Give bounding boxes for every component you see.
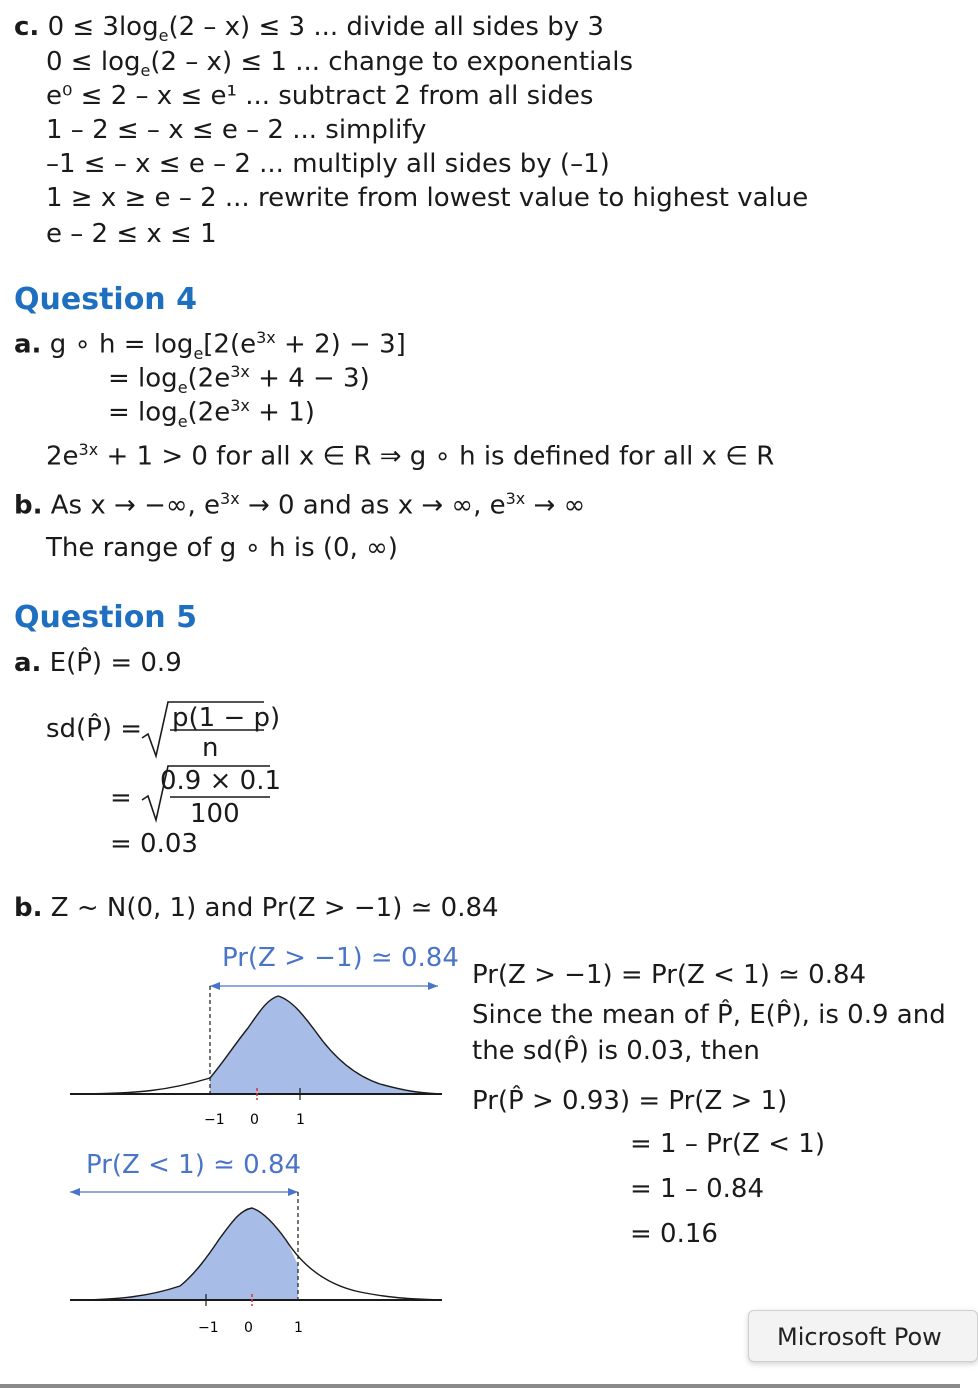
note: ... divide all sides by 3 [305,12,604,42]
sup: 3x [220,489,240,508]
math: (2e [187,397,231,428]
sub: e [140,61,151,81]
part-c-label: c. [14,12,40,42]
sub: e [177,377,188,397]
q5-b-label: b. [14,893,43,923]
question-4-heading: Question 4 [14,282,197,317]
numerator-2: 0.9 × 0.1 [160,766,282,796]
tick-label: −1 [198,1320,219,1336]
sup: 3x [230,362,250,381]
part-c-line-6 [46,185,808,211]
math: → 0 and as x → ∞, e [239,490,506,521]
tick-label: −1 [204,1112,225,1128]
right-line-7: = 0.16 [630,1219,718,1249]
note: ... rewrite from lowest value to highest value [216,183,809,213]
q4-a-line-2 [108,364,370,396]
q4-b-line [14,491,585,519]
tooltip: Microsoft Pow [748,1310,978,1362]
part-c-line-2 [46,49,633,79]
math: → ∞ [525,490,586,521]
arrow-head-left [70,1188,80,1196]
q4-a-line-3 [108,398,315,430]
graph2-label: Pr(Z < 1) ≃ 0.84 [86,1150,302,1180]
sup: 3x [256,328,276,347]
shaded-area [210,996,438,1094]
sup: 3x [505,489,526,508]
right-line-2: Since the mean of P̂, E(P̂), is 0.9 and [472,1000,946,1030]
tick-label: 0 [250,1112,259,1128]
sub: e [193,343,204,363]
math: 2e [46,441,79,472]
math: e⁰ ≤ 2 – x ≤ e¹ [46,81,237,111]
right-line-1: Pr(Z > −1) = Pr(Z < 1) ≃ 0.84 [472,960,867,990]
part-c-line-5 [46,151,610,177]
note: ... multiply all sides by (–1) [250,149,610,179]
math: (2e [187,363,231,394]
sd-numerator: p(1 − p) [172,703,281,733]
sd-result: = 0.03 [110,829,198,859]
math: + 2) − 3] [275,329,406,360]
q5-a-line [14,650,182,676]
graph1-label: Pr(Z > −1) ≃ 0.84 [222,943,459,973]
q5-b-line [14,895,499,921]
q4-a-line-1 [14,330,406,362]
sub: e [177,411,188,431]
tick-label: 1 [296,1112,305,1128]
sd-lhs: sd(P̂) = [46,714,143,744]
q4-defined-line [46,442,774,470]
math: + 4 − 3) [249,363,370,394]
q5-a-label: a. [14,648,42,678]
tick-label: 0 [244,1320,253,1336]
arrow-head-right [428,982,438,990]
arrow-head-right [288,1188,298,1196]
math: + 1) [249,397,315,428]
math: 1 ≥ x ≥ e – 2 [46,183,217,213]
math: –1 ≤ – x ≤ e – 2 [46,149,251,179]
right-line-5: = 1 – Pr(Z < 1) [630,1129,825,1159]
part-c-line-1 [14,14,604,44]
arrow-head-left [210,982,220,990]
note: ... subtract 2 from all sides [236,81,594,111]
math: (2 – x) ≤ 1 [150,47,287,77]
q4-b-label: b. [14,490,43,521]
note: ... change to exponentials [286,47,634,77]
question-5-heading: Question 5 [14,600,197,635]
normal-curve-1 [60,970,450,1128]
sup: 3x [78,440,99,459]
note: ... simplify [283,115,427,145]
part-c-line-3 [46,83,593,109]
math: [2(e [203,329,257,360]
math: Z ~ N(0, 1) and Pr(Z > −1) ≃ 0.84 [42,893,499,923]
math: = log [108,363,178,394]
math: E(P̂) = 0.9 [41,648,182,678]
denominator-2: 100 [190,799,240,829]
shaded-area [70,1208,298,1300]
q4-a-label: a. [14,329,42,360]
q4-range-line: The range of g ∘ h is (0, ∞) [46,533,398,563]
sub: e [158,26,169,46]
equals-sign: = [110,783,132,813]
math: + 1 > 0 for all x ∈ R ⇒ g ∘ h is defined for all x ∈ R [98,441,775,472]
right-line-3: the sd(P̂) is 0.03, then [472,1036,760,1066]
right-line-6: = 1 – 0.84 [630,1174,765,1204]
part-c-line-4 [46,117,426,143]
normal-curve-2 [60,1176,450,1336]
math: (2 – x) ≤ 3 [168,12,306,42]
math: 1 – 2 ≤ – x ≤ e – 2 [46,115,284,145]
tick-label: 1 [294,1320,303,1336]
sd-denominator: n [202,733,219,763]
math: 0 ≤ 3log [47,12,159,42]
math: As x → −∞, e [42,490,221,521]
math: e – 2 ≤ x ≤ 1 [46,219,217,249]
math: g ∘ h = log [49,329,194,360]
math: = log [108,397,178,428]
sup: 3x [230,396,250,415]
part-c-line-7 [46,221,217,247]
math: 0 ≤ log [46,47,141,77]
bottom-bar [0,1384,960,1388]
right-line-4: Pr(P̂ > 0.93) = Pr(Z > 1) [472,1086,788,1116]
